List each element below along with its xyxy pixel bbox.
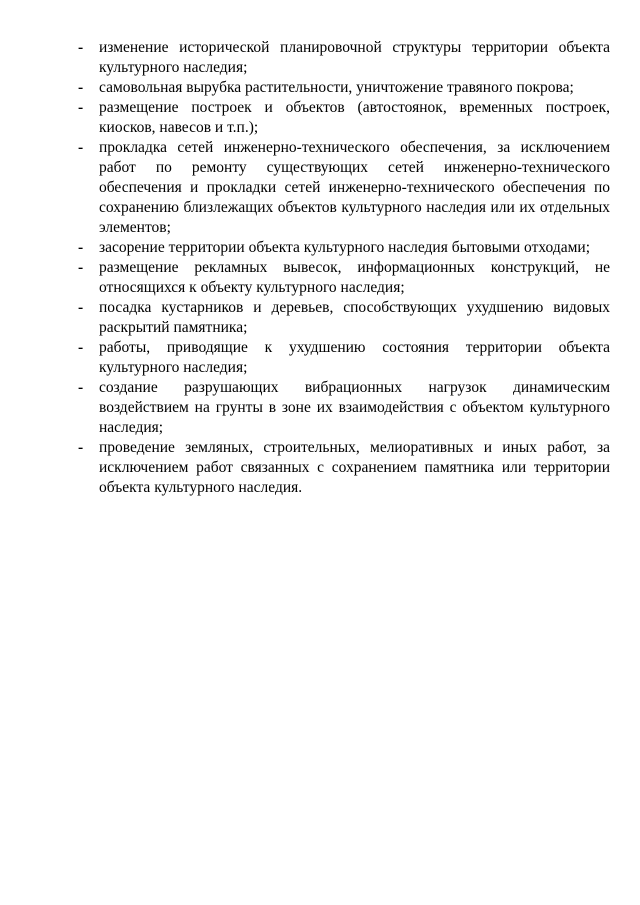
list-item-text: создание разрушающих вибрационных нагрузок динамическим воздействием на грунты в зоне их взаимодействия с объектом культурного наследия; <box>99 379 610 436</box>
list-item-text: посадка кустарников и деревьев, способствующих ухудшению видовых раскрытий памятника; <box>99 299 610 336</box>
bullet-dash: - <box>78 379 84 396</box>
bullet-dash: - <box>78 239 84 256</box>
bullet-dash: - <box>78 39 84 56</box>
bullet-dash: - <box>78 259 84 276</box>
list-item-text: размещение рекламных вывесок, информационных конструкций, не относящихся к объекту культурного наследия; <box>99 259 610 296</box>
list-item-text: прокладка сетей инженерно-технического обеспечения, за исключением работ по ремонту существующих сетей инженерно-технического обеспечения и прокладки сетей инженерно-технического обеспечения по сохранению близлежащих объектов культурного наследия или их отдельных элементов; <box>99 139 610 236</box>
list-item-text: засорение территории объекта культурного наследия бытовыми отходами; <box>99 239 591 256</box>
list-item-text: работы, приводящие к ухудшению состояния территории объекта культурного наследия; <box>99 339 610 376</box>
bullet-dash: - <box>78 439 84 456</box>
list-item <box>0 338 610 378</box>
list-item-text: изменение исторической планировочной структуры территории объекта культурного наследия; <box>99 39 610 76</box>
list-item-text: размещение построек и объектов (автостоянок, временных построек, киосков, навесов и т.п.); <box>99 99 610 136</box>
bullet-dash: - <box>78 299 84 316</box>
bullet-dash: - <box>78 139 84 156</box>
list-item <box>0 298 610 338</box>
list-item <box>0 38 610 78</box>
bullet-dash: - <box>78 79 84 96</box>
bullet-dash: - <box>78 99 84 116</box>
list-item <box>0 138 610 238</box>
list-item <box>0 438 610 498</box>
bullet-dash: - <box>78 339 84 356</box>
list-item-text: самовольная вырубка растительности, уничтожение травяного покрова; <box>99 79 574 96</box>
list-item <box>0 258 610 298</box>
list-item <box>0 78 610 98</box>
list-item <box>0 238 610 258</box>
list-item <box>0 98 610 138</box>
prohibitions-list <box>0 38 640 498</box>
list-item <box>0 378 610 438</box>
list-item-text: проведение земляных, строительных, мелиоративных и иных работ, за исключением работ связанных с сохранением памятника или территории объекта культурного наследия. <box>99 439 610 496</box>
